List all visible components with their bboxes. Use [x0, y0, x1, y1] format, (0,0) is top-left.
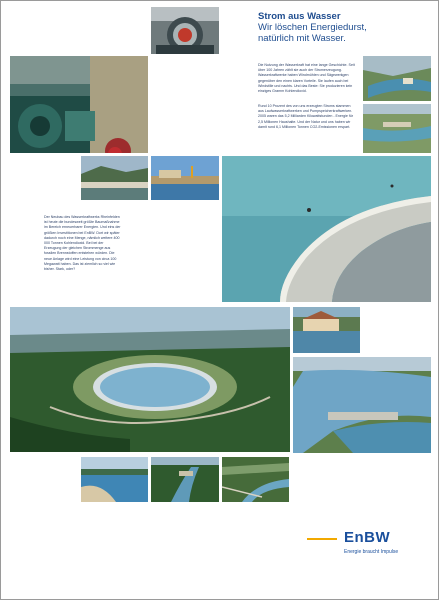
middle-paragraph: Der Neubau des Wasserkraftwerks Rheinfelden ist heute die bundesweit größte Baumaßnahme im Bereich erneuerbarer Energien. Und eins der größten Investitionen bei EnBW. Dort wir später dadurch noch eine Menge, nämlich weitere 400 000 Tonnen Kohlendioxid. Bei bei der Erzeugung der gleichen Strommenge aus fossilen Brennstoffen entstehen würden. Die neue Anlage wird eine Leistung von circa 100 Megawatt haben. Das ist ziemlich so viel wie bisher. Stark, oder?	[44, 215, 121, 272]
headline: Strom aus Wasser	[258, 11, 341, 22]
subhead-line-1: Wir löschen Energiedurst,	[258, 22, 367, 33]
pumped-storage-reservoir-photo	[10, 307, 290, 452]
turbine-closeup-photo	[151, 7, 219, 54]
river-bridge-construction-photo	[363, 104, 431, 153]
forest-river-photo	[151, 457, 219, 502]
power-plant-riverside-photo	[363, 56, 431, 101]
logo-accent-line	[307, 538, 337, 540]
brand-tagline: Energie braucht Impulse	[344, 549, 399, 555]
intro-paragraph-2: Rund 10 Prozent des von uns erzeugten Stroms stammen aus Laufwasserkraftwerken und Pumpspeicherkraftwerken. 2005 waren das 5,2 Milliarden Kilowattstunden - Energie für 2,5 Millionen Haushalte. Und der Natur und uns haben wir damit rund 6,1 Millionen Tonnen CO2-Emissionen erspart.	[258, 104, 354, 129]
intro-paragraph-1: Die Nutzung der Wasserkraft hat eine lange Geschichte. Seit über 100 Jahren zählt sie auch der Stromerzeugung. Wasserkraftwerke haben Windmühlen und Sägewerkgen gegenüber den einen klaren Vorteile. Sie laufen auch bei Windstille und nachts. Und das Beste: Sie produzieren kein einziges Gramm Kohlendioxid.	[258, 63, 355, 94]
title-block	[258, 11, 433, 44]
curved-dam-walkway-photo	[222, 156, 431, 302]
river-weir-aerial-photo	[293, 357, 431, 453]
valley-road-river-photo	[222, 457, 289, 502]
lake-shore-photo	[81, 457, 148, 502]
dam-valley-photo	[81, 156, 148, 200]
subhead-line-2: natürlich mit Wasser.	[258, 33, 346, 44]
enbw-logo: EnBW	[344, 529, 391, 546]
river-power-station-photo	[151, 156, 219, 200]
turbine-hall-photo	[10, 56, 148, 153]
historic-power-house-photo	[293, 307, 360, 353]
